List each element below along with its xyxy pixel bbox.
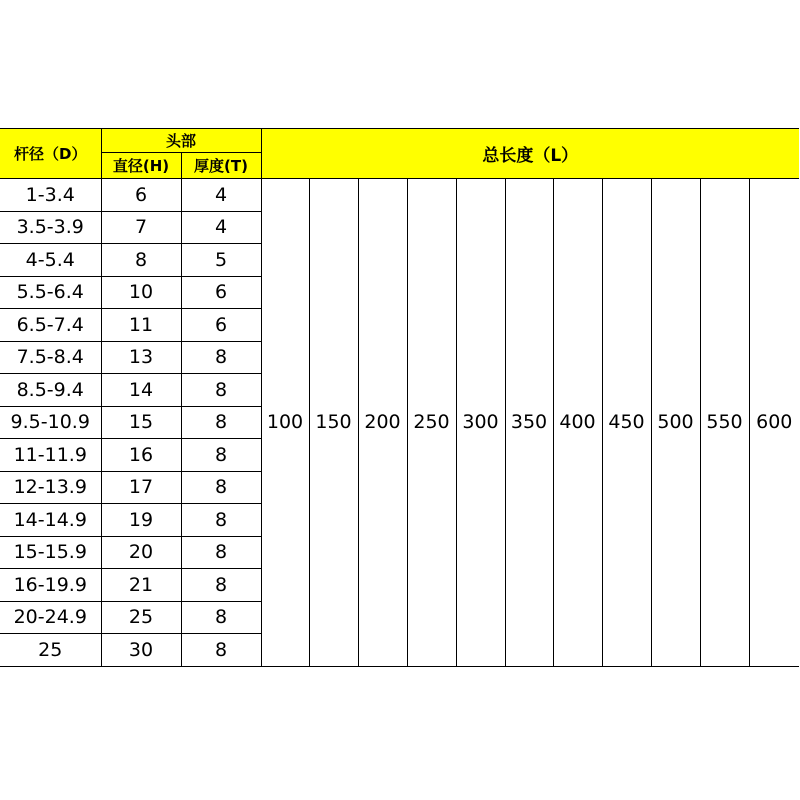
head-thickness-cell: 8 [181, 634, 261, 667]
head-thickness-cell: 8 [181, 406, 261, 439]
head-thickness-cell: 5 [181, 244, 261, 277]
length-cell: 350 [505, 179, 553, 667]
head-thickness-cell: 4 [181, 211, 261, 244]
shank-cell: 1-3.4 [0, 179, 101, 212]
shank-cell: 12-13.9 [0, 471, 101, 504]
head-diameter-cell: 19 [101, 504, 181, 537]
shank-cell: 14-14.9 [0, 504, 101, 537]
head-diameter-cell: 15 [101, 406, 181, 439]
head-thickness-cell: 8 [181, 471, 261, 504]
length-cell: 400 [553, 179, 602, 667]
head-diameter-cell: 13 [101, 341, 181, 374]
head-diameter-cell: 7 [101, 211, 181, 244]
length-cell: 200 [358, 179, 407, 667]
total-length-header: 总长度（L） [261, 129, 799, 179]
shank-cell: 20-24.9 [0, 601, 101, 634]
head-thickness-cell: 8 [181, 504, 261, 537]
head-diameter-cell: 14 [101, 374, 181, 407]
head-diameter-cell: 30 [101, 634, 181, 667]
head-thickness-header: 厚度(T) [181, 153, 261, 179]
shank-header: 杆径（D） [0, 129, 101, 179]
shank-cell: 5.5-6.4 [0, 276, 101, 309]
shank-cell: 7.5-8.4 [0, 341, 101, 374]
head-diameter-cell: 25 [101, 601, 181, 634]
shank-cell: 9.5-10.9 [0, 406, 101, 439]
head-thickness-cell: 6 [181, 276, 261, 309]
head-diameter-cell: 8 [101, 244, 181, 277]
head-thickness-cell: 8 [181, 341, 261, 374]
head-thickness-cell: 6 [181, 309, 261, 342]
length-cell: 300 [456, 179, 505, 667]
head-thickness-cell: 8 [181, 601, 261, 634]
head-diameter-cell: 6 [101, 179, 181, 212]
shank-cell: 8.5-9.4 [0, 374, 101, 407]
length-cell: 500 [651, 179, 700, 667]
head-thickness-cell: 8 [181, 374, 261, 407]
head-diameter-cell: 16 [101, 439, 181, 472]
shank-cell: 11-11.9 [0, 439, 101, 472]
head-diameter-header: 直径(H) [101, 153, 181, 179]
head-thickness-cell: 8 [181, 536, 261, 569]
head-diameter-cell: 11 [101, 309, 181, 342]
shank-cell: 6.5-7.4 [0, 309, 101, 342]
spec-table [0, 128, 799, 667]
head-header: 头部 [101, 129, 261, 153]
head-thickness-cell: 8 [181, 569, 261, 602]
length-cell: 100 [261, 179, 309, 667]
head-diameter-cell: 17 [101, 471, 181, 504]
head-thickness-cell: 4 [181, 179, 261, 212]
length-cell: 600 [749, 179, 799, 667]
shank-cell: 25 [0, 634, 101, 667]
shank-cell: 4-5.4 [0, 244, 101, 277]
head-thickness-cell: 8 [181, 439, 261, 472]
length-cell: 550 [700, 179, 749, 667]
head-diameter-cell: 20 [101, 536, 181, 569]
head-diameter-cell: 21 [101, 569, 181, 602]
shank-cell: 15-15.9 [0, 536, 101, 569]
length-cell: 250 [407, 179, 456, 667]
head-diameter-cell: 10 [101, 276, 181, 309]
length-cell: 150 [309, 179, 358, 667]
shank-cell: 16-19.9 [0, 569, 101, 602]
length-cell: 450 [602, 179, 651, 667]
table-row [0, 179, 799, 212]
shank-cell: 3.5-3.9 [0, 211, 101, 244]
